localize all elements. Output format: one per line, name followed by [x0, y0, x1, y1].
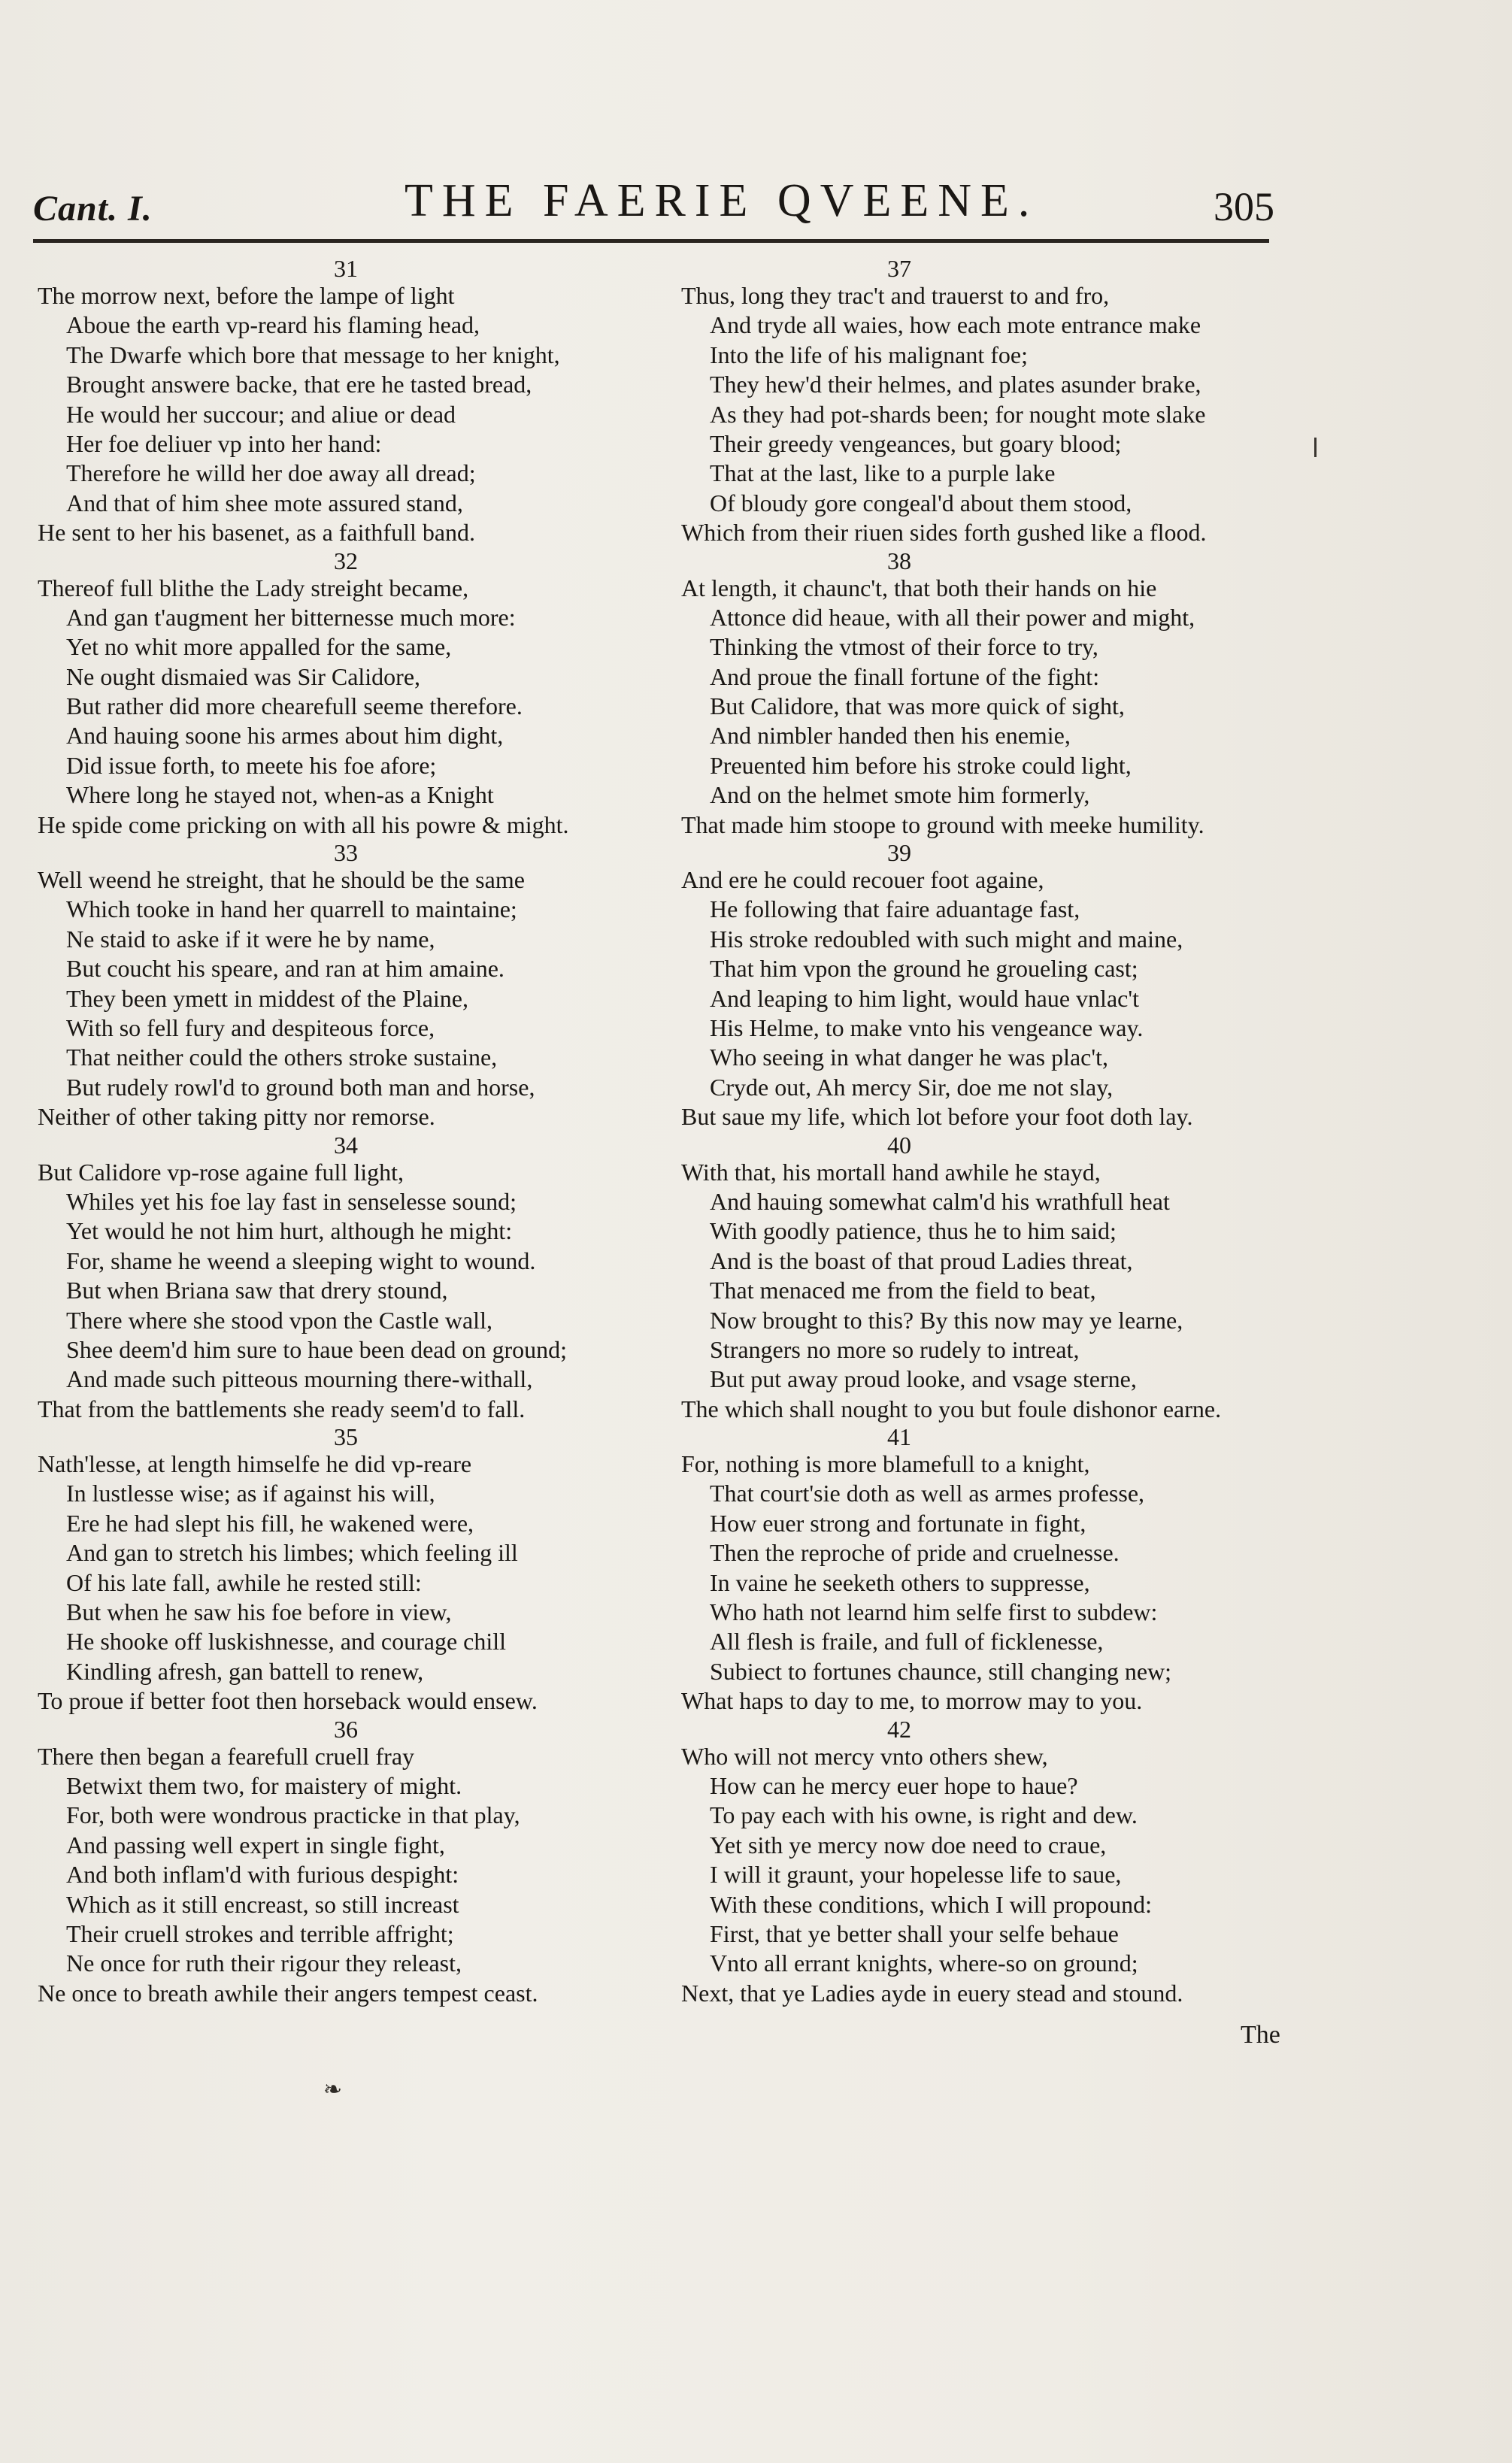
verse-line: That at the last, like to a purple lake: [710, 459, 1056, 487]
verse-line: Thereof full blithe the Lady streight became,: [38, 574, 469, 601]
verse-line: Who will not mercy vnto others shew,: [681, 1742, 1048, 1770]
verse-line: And nimbler handed then his enemie,: [710, 722, 1071, 750]
stanza: [38, 1716, 662, 2009]
running-title: THE FAERIE QVEENE.: [405, 175, 1039, 226]
verse-line: He following that faire aduantage fast,: [710, 895, 1080, 923]
verse-line: But rather did more chearefull seeme therefore.: [66, 692, 523, 720]
verse-line: And tryde all waies, how each mote entrance make: [710, 311, 1201, 339]
verse-line: Preuented him before his stroke could light,: [710, 751, 1132, 779]
verse-line: Kindling afresh, gan battell to renew,: [66, 1657, 424, 1685]
stanza-number: 42: [887, 1715, 911, 1743]
verse-line: His stroke redoubled with such might and maine,: [710, 925, 1183, 953]
verse-line: Attonce did heaue, with all their power and might,: [710, 603, 1195, 631]
verse-line: Who hath not learnd him selfe first to subdew:: [710, 1598, 1158, 1626]
verse-line: All flesh is fraile, and full of ficklenesse,: [710, 1628, 1104, 1656]
canto-label: Cant. I.: [33, 189, 153, 229]
verse-line: And is the boast of that proud Ladies threat,: [710, 1247, 1133, 1274]
verse-line: Ne ought dismaied was Sir Calidore,: [66, 662, 421, 690]
verse-line: Betwixt them two, for maistery of might.: [66, 1771, 462, 1799]
margin-mark: [1314, 438, 1317, 457]
verse-line: Ne once for ruth their rigour they releast,: [66, 1949, 462, 1977]
verse-line: And made such pitteous mourning there-withall,: [66, 1365, 533, 1393]
left-column: [38, 256, 662, 2008]
verse-line: Ne staid to aske if it were he by name,: [66, 925, 435, 953]
stanza: [681, 548, 1328, 841]
verse-line: But when Briana saw that drery stound,: [66, 1277, 448, 1304]
verse-line: There then began a fearefull cruell fray: [38, 1742, 415, 1770]
verse-line: Next, that ye Ladies ayde in euery stead and stound.: [681, 1979, 1183, 2007]
verse-line: Now brought to this? By this now may ye learne,: [710, 1306, 1183, 1334]
verse-line: Which tooke in hand her quarrell to maintaine;: [66, 895, 517, 923]
verse-line: Their cruell strokes and terrible affright;: [66, 1919, 454, 1947]
verse-line: And on the helmet smote him formerly,: [710, 781, 1090, 809]
verse-line: And both inflam'd with furious despight:: [66, 1861, 459, 1889]
verse-line: He shooke off luskishnesse, and courage chill: [66, 1628, 507, 1656]
verse-line: Vnto all errant knights, where-so on ground;: [710, 1949, 1138, 1977]
verse-line: But saue my life, which lot before your foot doth lay.: [681, 1103, 1193, 1131]
right-column: [681, 256, 1328, 2008]
verse-line: Yet would he not him hurt, although he might:: [66, 1217, 513, 1245]
verse-line: Her foe deliuer vp into her hand:: [66, 429, 382, 457]
verse-line: But coucht his speare, and ran at him amaine.: [66, 955, 505, 983]
stanza: [681, 840, 1328, 1132]
stanza-number: 32: [334, 547, 358, 574]
stanza-number: 37: [887, 255, 911, 282]
verse-line: How can he mercy euer hope to haue?: [710, 1771, 1078, 1799]
stanza-number: 38: [887, 547, 911, 574]
verse-line: There where she stood vpon the Castle wall,: [66, 1306, 492, 1334]
verse-line: For, nothing is more blamefull to a knight,: [681, 1450, 1090, 1478]
verse-line: That menaced me from the field to beat,: [710, 1277, 1096, 1304]
verse-line: And passing well expert in single fight,: [66, 1831, 445, 1859]
stanza: [38, 840, 662, 1132]
verse-line: With so fell fury and despiteous force,: [66, 1013, 435, 1041]
verse-line: Where long he stayed not, when-as a Knight: [66, 781, 494, 809]
verse-line: Subiect to fortunes chaunce, still changing new;: [710, 1657, 1172, 1685]
verse-line: Yet sith ye mercy now doe need to craue,: [710, 1831, 1107, 1859]
verse-line: And that of him shee mote assured stand,: [66, 489, 463, 517]
verse-line: But Calidore, that was more quick of sight,: [710, 692, 1125, 720]
verse-line: Well weend he streight, that he should be the same: [38, 866, 525, 894]
verse-line: That from the battlements she ready seem'd to fall.: [38, 1395, 526, 1422]
verse-line: But rudely rowl'd to ground both man and horse,: [66, 1073, 535, 1101]
verse-line: To proue if better foot then horseback would ensew.: [38, 1687, 538, 1715]
verse-line: How euer strong and fortunate in fight,: [710, 1509, 1086, 1537]
verse-line: And hauing somewhat calm'd his wrathfull heat: [710, 1187, 1170, 1215]
page-number: 305: [1214, 184, 1274, 229]
verse-line: And leaping to him light, would haue vnlac't: [710, 984, 1139, 1012]
verse-line: And gan t'augment her bitternesse much more:: [66, 603, 516, 631]
verse-line: First, that ye better shall your selfe behaue: [710, 1919, 1119, 1947]
verse-line: With that, his mortall hand awhile he stayd,: [681, 1158, 1101, 1186]
verse-line: To pay each with his owne, is right and dew.: [710, 1801, 1138, 1829]
verse-line: Did issue forth, to meete his foe afore;: [66, 751, 437, 779]
verse-line: Of his late fall, awhile he rested still:: [66, 1568, 422, 1596]
stanza-number: 35: [334, 1423, 358, 1451]
verse-line: That court'sie doth as well as armes professe,: [710, 1480, 1145, 1507]
verse-line: I will it graunt, your hopelesse life to saue,: [710, 1861, 1122, 1889]
stanza: [681, 1424, 1328, 1716]
verse-line: For, shame he weend a sleeping wight to wound.: [66, 1247, 536, 1274]
stanza: [38, 548, 662, 841]
stanza-number: 36: [334, 1715, 358, 1743]
footer-ornament: ❧: [323, 2077, 343, 2102]
verse-line: Which from their riuen sides forth gushed like a flood.: [681, 519, 1207, 547]
verse-line: They been ymett in middest of the Plaine,: [66, 984, 468, 1012]
verse-line: The morrow next, before the lampe of light: [38, 282, 455, 309]
verse-line: Ne once to breath awhile their angers tempest ceast.: [38, 1979, 538, 2007]
verse-line: His Helme, to make vnto his vengeance way.: [710, 1013, 1144, 1041]
verse-line: But when he saw his foe before in view,: [66, 1598, 452, 1626]
stanza-number: 34: [334, 1131, 358, 1159]
verse-line: Who seeing in what danger he was plac't,: [710, 1044, 1109, 1071]
verse-line: And proue the finall fortune of the fight:: [710, 662, 1100, 690]
verse-line: In vaine he seeketh others to suppresse,: [710, 1568, 1090, 1596]
verse-line: Strangers no more so rudely to intreat,: [710, 1335, 1080, 1363]
stanza-number: 33: [334, 839, 358, 867]
stanza: [38, 1424, 662, 1716]
verse-line: The which shall nought to you but foule dishonor earne.: [681, 1395, 1222, 1422]
verse-line: Their greedy vengeances, but goary blood;: [710, 429, 1122, 457]
stanza-number: 41: [887, 1423, 911, 1451]
verse-line: For, both were wondrous practicke in that play,: [66, 1801, 520, 1829]
verse-line: And hauing soone his armes about him dight,: [66, 722, 504, 750]
verse-line: With goodly patience, thus he to him said;: [710, 1217, 1117, 1245]
verse-line: Thinking the vtmost of their force to try,: [710, 633, 1098, 661]
catchword: The: [1241, 2021, 1280, 2049]
verse-line: Brought answere backe, that ere he tasted bread,: [66, 371, 532, 398]
verse-line: Whiles yet his foe lay fast in senselesse sound;: [66, 1187, 517, 1215]
verse-line: He sent to her his basenet, as a faithfull band.: [38, 519, 476, 547]
stanza: [38, 1132, 662, 1425]
verse-line: Yet no whit more appalled for the same,: [66, 633, 452, 661]
verse-line: Into the life of his malignant foe;: [710, 341, 1028, 368]
stanza: [681, 256, 1328, 548]
verse-line: That made him stoope to ground with meeke humility.: [681, 810, 1204, 838]
verse-line: Of bloudy gore congeal'd about them stood,: [710, 489, 1132, 517]
verse-line: Thus, long they trac't and trauerst to and fro,: [681, 282, 1110, 309]
verse-line: Ere he had slept his fill, he wakened were,: [66, 1509, 474, 1537]
stanza: [681, 1132, 1328, 1425]
verse-line: Which as it still encreast, so still increast: [66, 1890, 459, 1918]
verse-line: What haps to day to me, to morrow may to you.: [681, 1687, 1143, 1715]
verse-line: As they had pot-shards been; for nought mote slake: [710, 400, 1206, 428]
verse-line: At length, it chaunc't, that both their hands on hie: [681, 574, 1157, 601]
header-rule: [33, 239, 1269, 243]
verse-line: That neither could the others stroke sustaine,: [66, 1044, 498, 1071]
verse-line: The Dwarfe which bore that message to her knight,: [66, 341, 560, 368]
verse-line: But put away proud looke, and vsage sterne,: [710, 1365, 1137, 1393]
running-header: [33, 174, 1274, 235]
verse-line: That him vpon the ground he groueling cast;: [710, 955, 1138, 983]
stanza-number: 31: [334, 255, 358, 282]
verse-line: Therefore he willd her doe away all dread;: [66, 459, 476, 487]
verse-line: Aboue the earth vp-reard his flaming head,: [66, 311, 480, 339]
verse-line: Shee deem'd him sure to haue been dead on ground;: [66, 1335, 568, 1363]
verse-line: In lustlesse wise; as if against his will,: [66, 1480, 435, 1507]
stanza-number: 40: [887, 1131, 911, 1159]
verse-line: But Calidore vp-rose againe full light,: [38, 1158, 404, 1186]
verse-line: Nath'lesse, at length himselfe he did vp-reare: [38, 1450, 472, 1478]
verse-line: They hew'd their helmes, and plates asunder brake,: [710, 371, 1201, 398]
stanza: [681, 1716, 1328, 2009]
stanza-number: 39: [887, 839, 911, 867]
verse-line: And gan to stretch his limbes; which feeling ill: [66, 1539, 518, 1567]
verse-line: And ere he could recouer foot againe,: [681, 866, 1044, 894]
verse-line: He spide come pricking on with all his powre & might.: [38, 810, 569, 838]
verse-line: Then the reproche of pride and cruelnesse.: [710, 1539, 1120, 1567]
verse-line: Neither of other taking pitty nor remorse.: [38, 1103, 435, 1131]
stanza: [38, 256, 662, 548]
verse-line: He would her succour; and aliue or dead: [66, 400, 456, 428]
verse-line: Cryde out, Ah mercy Sir, doe me not slay,: [710, 1073, 1114, 1101]
verse-line: With these conditions, which I will propound:: [710, 1890, 1152, 1918]
